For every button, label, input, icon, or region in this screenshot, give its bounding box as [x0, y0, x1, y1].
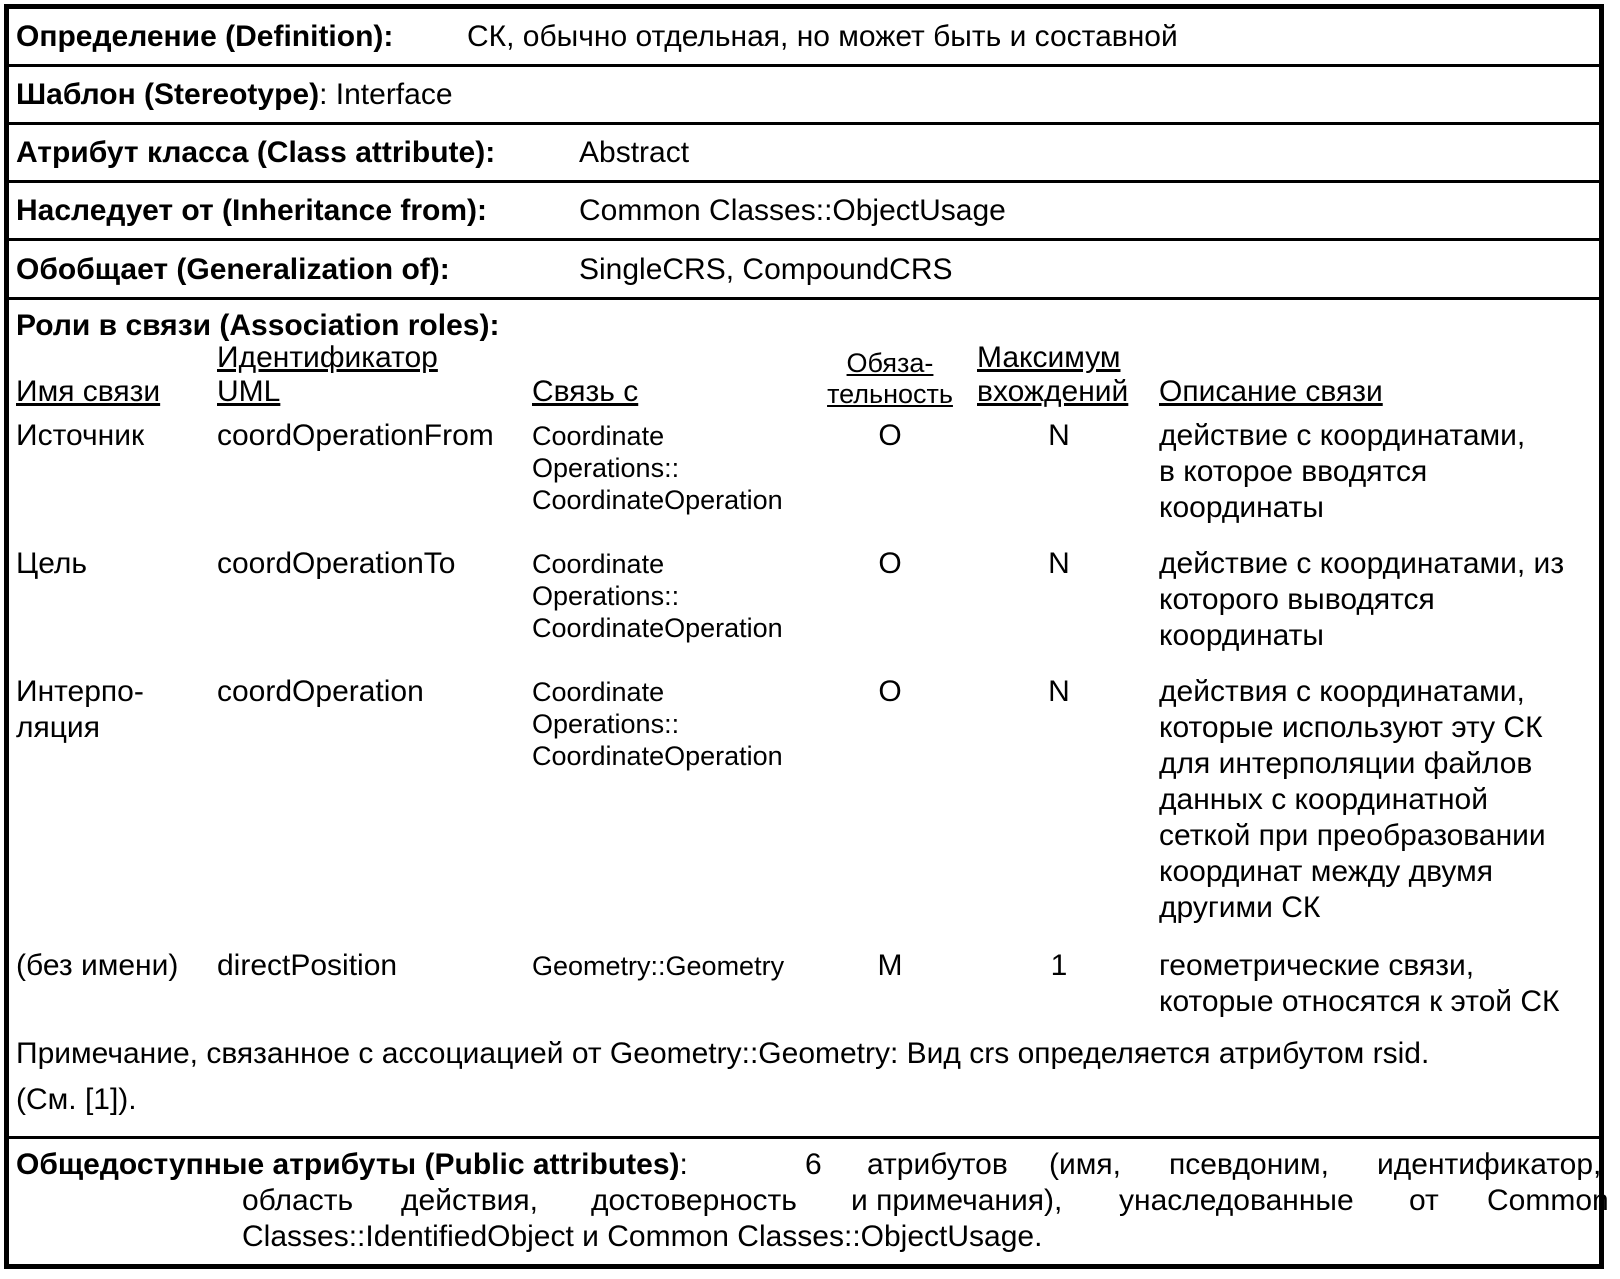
role-oblig: O: [878, 547, 902, 580]
stereotype-label: Шаблон (Stereotype): [16, 78, 320, 111]
role-link-line3: CoordinateOperation: [532, 613, 783, 643]
inheritance-row: [9, 180, 1599, 238]
pa-line1-word: 6: [805, 1148, 822, 1181]
association-note-line1: Примечание, связанное с ассоциацией от Geometry::Geometry: Вид crs определяется атрибутом rsid.: [16, 1037, 1430, 1070]
role-link-line2: Operations::: [532, 453, 680, 483]
pa-line2-word: достоверность: [591, 1184, 797, 1217]
role-link-line1: Coordinate: [532, 677, 665, 707]
pa-line1-word: (имя,: [1049, 1148, 1121, 1181]
role-uml: directPosition: [217, 949, 398, 982]
role-uml: coordOperationFrom: [217, 419, 494, 452]
association-title: Роли в связи (Association roles):: [16, 309, 500, 342]
header-name: Имя связи: [16, 375, 161, 408]
role-desc-line6: координат между двумя: [1159, 855, 1493, 888]
role-link-line3: CoordinateOperation: [532, 485, 783, 515]
pa-line1-word: атрибутов: [867, 1148, 1008, 1181]
role-link-line1: Coordinate: [532, 421, 665, 451]
generalization-value: SingleCRS, CompoundCRS: [579, 253, 953, 286]
role-desc-line2: которого выводятся: [1159, 583, 1435, 616]
class-attribute-label: Атрибут класса (Class attribute):: [16, 136, 496, 169]
stereotype-text: [16, 77, 453, 113]
pa-line1-word: идентификатор,: [1377, 1148, 1602, 1181]
role-max: N: [1048, 675, 1070, 708]
role-desc-line3: координаты: [1159, 491, 1324, 524]
role-link-line2: Operations::: [532, 581, 680, 611]
role-max: 1: [1050, 949, 1068, 982]
role-oblig: O: [878, 419, 902, 452]
pa-line2-word: действия,: [401, 1184, 538, 1217]
stereotype-value: Interface: [335, 78, 453, 111]
pa-line2-word: от: [1409, 1184, 1439, 1217]
role-oblig: M: [877, 949, 903, 982]
role-desc-line1: действие с координатами,: [1159, 419, 1526, 452]
inheritance-label: Наследует от (Inheritance from):: [16, 194, 488, 227]
role-desc-line3: координаты: [1159, 619, 1324, 652]
role-link-line2: Operations::: [532, 709, 680, 739]
class-attribute-row: [9, 122, 1599, 180]
role-name: (без имени): [16, 949, 179, 982]
role-desc-line3: для интерполяции файлов: [1159, 747, 1533, 780]
definition-value: СК, обычно отдельная, но может быть и составной: [467, 20, 1178, 53]
role-uml: coordOperation: [217, 675, 424, 708]
role-desc-line4: данных с координатной: [1159, 783, 1488, 816]
role-name-line1: Интерпо-: [16, 675, 144, 708]
role-link-line1: Geometry::Geometry: [532, 951, 785, 981]
definition-table: [4, 4, 1609, 1269]
role-uml: coordOperationTo: [217, 547, 456, 580]
role-oblig: O: [878, 675, 902, 708]
role-desc-line2: в которое вводятся: [1159, 455, 1428, 488]
role-desc-line7: другими СК: [1159, 891, 1321, 924]
header-uml-line2: UML: [217, 375, 281, 408]
pa-line2-word: Common: [1487, 1184, 1609, 1217]
header-desc: Описание связи: [1159, 375, 1383, 408]
pa-line1-word: псевдоним,: [1169, 1148, 1330, 1181]
pa-line2-word: область: [242, 1184, 354, 1217]
association-roles-section: [9, 297, 1599, 1136]
role-name: Источник: [16, 419, 145, 452]
class-attribute-value: Abstract: [579, 136, 690, 169]
public-attributes-label: Общедоступные атрибуты (Public attributes): [16, 1148, 680, 1181]
role-desc-line2: которые используют эту СК: [1159, 711, 1543, 744]
header-oblig-line1: Обяза-: [846, 348, 934, 378]
role-desc-line1: действия с координатами,: [1159, 675, 1525, 708]
header-link: Связь с: [532, 375, 639, 408]
pa-line3: Classes::IdentifiedObject и Common Classes::ObjectUsage.: [242, 1220, 1043, 1253]
role-name-line2: ляция: [16, 711, 100, 744]
pa-line2-word: унаследованные: [1119, 1184, 1354, 1217]
role-max: N: [1048, 547, 1070, 580]
inheritance-value: Common Classes::ObjectUsage: [579, 194, 1006, 227]
public-attributes-heading: [16, 1147, 688, 1183]
header-max-line2: вхождений: [977, 375, 1129, 408]
stereotype-colon: :: [319, 78, 328, 111]
pa-line2-word: и примечания),: [851, 1184, 1063, 1217]
role-link-line3: CoordinateOperation: [532, 741, 783, 771]
public-attributes-colon: :: [679, 1148, 688, 1181]
role-desc-line1: геометрические связи,: [1159, 949, 1475, 982]
header-oblig-line2: тельность: [827, 379, 953, 409]
role-desc-line1: действие с координатами, из: [1159, 547, 1565, 580]
generalization-label: Обобщает (Generalization of):: [16, 253, 450, 286]
role-link-line1: Coordinate: [532, 549, 665, 579]
role-name: Цель: [16, 547, 88, 580]
role-desc-line5: сеткой при преобразовании: [1159, 819, 1546, 852]
role-max: N: [1048, 419, 1070, 452]
header-uml-line1: Идентификатор: [217, 341, 438, 374]
definition-label: Определение (Definition):: [16, 20, 394, 53]
association-note-line2: (См. [1]).: [16, 1083, 137, 1116]
role-desc-line2: которые относятся к этой СК: [1159, 985, 1560, 1018]
generalization-row: [9, 238, 1599, 297]
definition-row: [9, 9, 1599, 64]
header-max-line1: Максимум: [977, 341, 1121, 374]
public-attributes-row: [9, 1136, 1609, 1264]
stereotype-row: [9, 64, 1599, 122]
